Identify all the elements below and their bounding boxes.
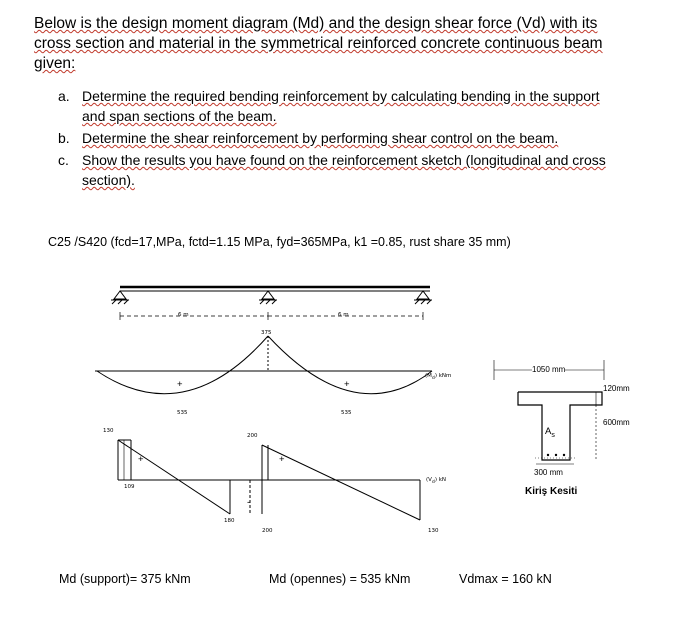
- material-parameters: C25 /S420 (fcd=17,MPa, fctd=1.15 MPa, fyd=365MPa, k1 =0.85, rust share 35 mm): [48, 235, 511, 249]
- cross-section: [518, 392, 602, 460]
- flange-thickness-label: 120mm: [603, 384, 630, 393]
- shear-mid-top-value: 200: [247, 433, 258, 439]
- md-opennes-result: Md (opennes) = 535 kNm: [269, 572, 411, 586]
- task-a-line-2: and span sections of the beam.: [82, 108, 277, 124]
- right-support: [414, 291, 432, 304]
- shear-diagram: [118, 440, 420, 520]
- moment-left-plus: +: [177, 379, 183, 390]
- md-support-result: Md (support)= 375 kNm: [59, 572, 191, 586]
- shear-left-top-value: 130: [103, 428, 114, 434]
- web-width-label: 300 mm: [534, 468, 563, 477]
- moment-right-span-value: 535: [341, 410, 352, 416]
- moment-right-plus: +: [344, 379, 350, 390]
- task-b-letter: b.: [58, 130, 70, 146]
- cross-section-caption: Kiriş Kesiti: [525, 486, 578, 497]
- steel-bars: [547, 454, 565, 456]
- shear-mid-plus: +: [279, 454, 285, 465]
- moment-diagram: [95, 336, 432, 394]
- shear-mid-right-bottom-value: 200: [262, 528, 273, 534]
- height-label: 600mm: [603, 418, 630, 427]
- shear-diagram-label: $(V_d)$ kN: [426, 477, 447, 486]
- steel-label: $A_s$: [545, 426, 555, 439]
- intro-line-3: given:: [34, 55, 76, 72]
- intro-line-1: Below is the design moment diagram (Md) and the design shear force (Vd) with its: [34, 15, 598, 32]
- cross-section-dimensions: [494, 360, 604, 464]
- task-c-line-2: section).: [82, 172, 135, 188]
- moment-left-span-value: 535: [177, 410, 188, 416]
- task-b-line-1: Determine the shear reinforcement by performing shear control on the beam.: [82, 130, 559, 146]
- vdmax-result: Vdmax = 160 kN: [459, 572, 552, 586]
- shear-left-bottom-value: 109: [124, 484, 135, 490]
- task-c-letter: c.: [58, 152, 69, 168]
- shear-mid-minus: -: [247, 497, 251, 508]
- beam: [120, 287, 430, 291]
- shear-right-bottom-value: 130: [428, 528, 439, 534]
- task-a-line-1: Determine the required bending reinforcement by calculating bending in the support: [82, 88, 600, 104]
- task-a-letter: a.: [58, 88, 70, 104]
- left-support: [111, 291, 129, 304]
- middle-support: [259, 291, 277, 304]
- task-c-line-1: Show the results you have found on the reinforcement sketch (longitudinal and cross: [82, 152, 606, 168]
- moment-support-value: 375: [261, 330, 272, 336]
- span-right-label: 6 m: [338, 312, 349, 318]
- span-left-label: 6 m: [178, 312, 189, 318]
- shear-mid-left-bottom-value: 180: [224, 518, 235, 524]
- shear-left-plus: +: [138, 454, 144, 465]
- flange-width-label: 1050 mm: [532, 365, 566, 374]
- intro-line-2: cross section and material in the symmetrical reinforced concrete continuous beam: [34, 35, 603, 52]
- moment-diagram-label: $(M_d)$ kNm: [425, 373, 452, 382]
